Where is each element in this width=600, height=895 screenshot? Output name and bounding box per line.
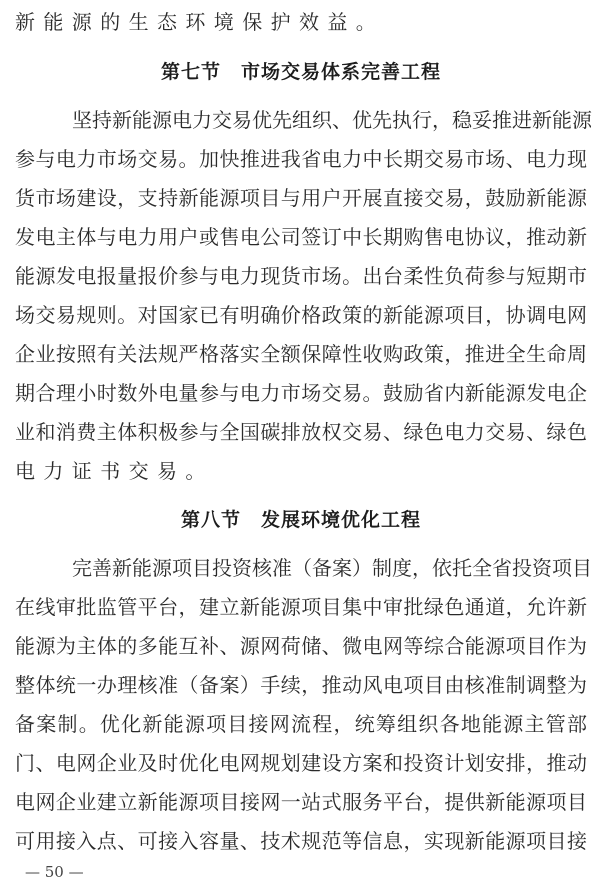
paragraph-line: 电力证书交易。 bbox=[15, 459, 214, 483]
paragraph-line: 参与电力市场交易。加快推进我省电力中长期交易市场、电力现 bbox=[15, 147, 587, 171]
paragraph-line: 场交易规则。对国家已有明确价格政策的新能源项目，协调电网 bbox=[15, 303, 587, 327]
section-heading-7: 第七节 市场交易体系完善工程 bbox=[160, 61, 441, 83]
paragraph-line: 新能源的生态环境保护效益。 bbox=[15, 10, 385, 34]
paragraph-line: 企业按照有关法规严格落实全额保障性收购政策，推进全生命周 bbox=[15, 342, 587, 366]
paragraph-line: 可用接入点、可接入容量、技术规范等信息，实现新能源项目接 bbox=[15, 829, 587, 853]
paragraph-line: 备案制。优化新能源项目接网流程，统筹组织各地能源主管部 bbox=[15, 712, 587, 736]
paragraph-line: 整体统一办理核准（备案）手续，推动风电项目由核准制调整为 bbox=[15, 673, 587, 697]
paragraph-line: 货市场建设，支持新能源项目与用户开展直接交易，鼓励新能源 bbox=[15, 186, 587, 210]
paragraph-line: 业和消费主体积极参与全国碳排放权交易、绿色电力交易、绿色 bbox=[15, 420, 587, 444]
paragraph-line: 发电主体与电力用户或售电公司签订中长期购售电协议，推动新 bbox=[15, 225, 587, 249]
paragraph-line: 完善新能源项目投资核准（备案）制度，依托全省投资项目 bbox=[72, 556, 592, 580]
page-number: — 50 — bbox=[25, 863, 84, 881]
paragraph-line: 能源发电报量报价参与电力现货市场。出台柔性负荷参与短期市 bbox=[15, 264, 587, 288]
section-heading-8: 第八节 发展环境优化工程 bbox=[180, 509, 421, 531]
paragraph-line: 门、电网企业及时优化电网规划建设方案和投资计划安排，推动 bbox=[15, 751, 587, 775]
paragraph-line: 能源为主体的多能互补、源网荷储、微电网等综合能源项目作为 bbox=[15, 634, 587, 658]
paragraph-line: 期合理小时数外电量参与电力市场交易。鼓励省内新能源发电企 bbox=[15, 381, 587, 405]
paragraph-line: 坚持新能源电力交易优先组织、优先执行，稳妥推进新能源 bbox=[72, 108, 592, 132]
paragraph-line: 电网企业建立新能源项目接网一站式服务平台，提供新能源项目 bbox=[15, 790, 587, 814]
paragraph-line: 在线审批监管平台，建立新能源项目集中审批绿色通道，允许新 bbox=[15, 595, 587, 619]
